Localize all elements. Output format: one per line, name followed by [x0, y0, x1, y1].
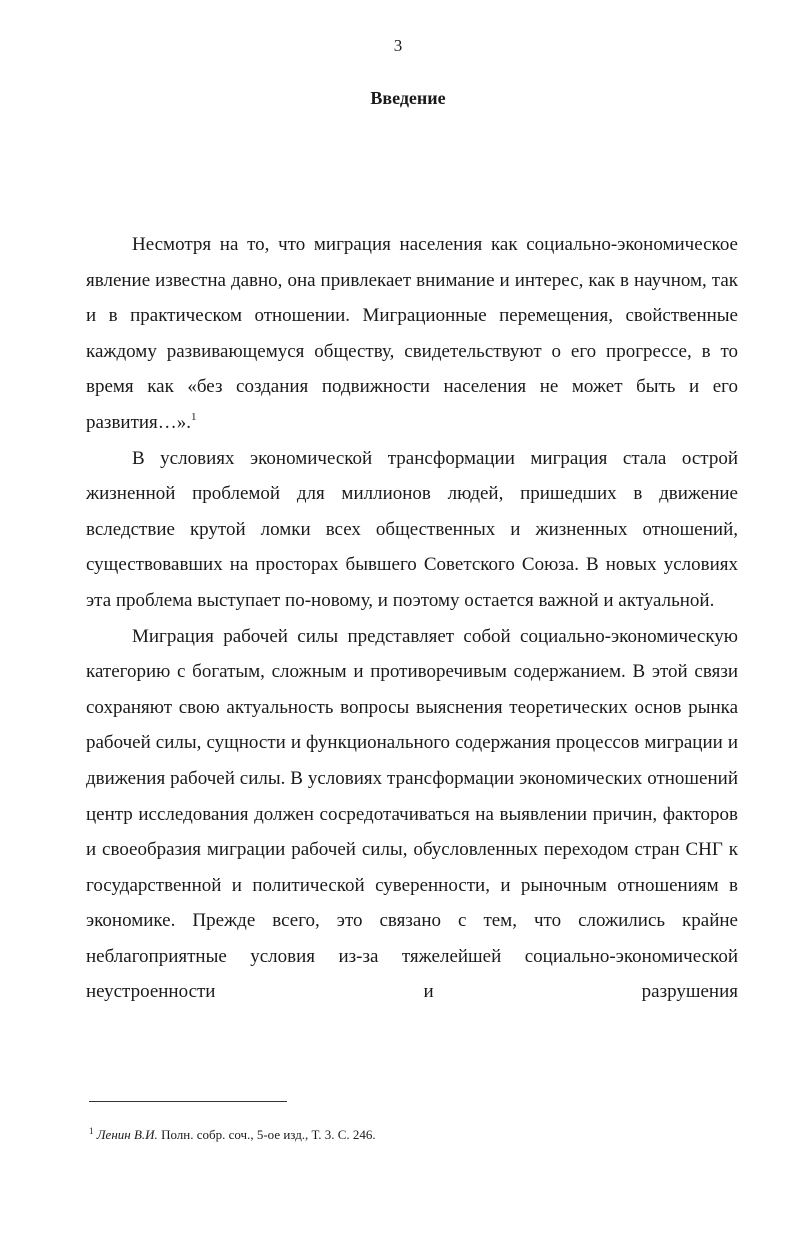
paragraph-1	[86, 227, 738, 441]
footnote-author: Ленин В.И.	[96, 1127, 158, 1142]
footnote	[89, 1126, 739, 1144]
footnote-text: Полн. собр. соч., 5-ое изд., Т. 3. С. 246.	[157, 1127, 376, 1142]
footnote-separator	[89, 1101, 287, 1102]
footnote-marker: 1	[89, 1126, 94, 1136]
paragraph-3: Миграция рабочей силы представляет собой социально-экономическую категорию с богатым, сложным и противоречивым содержанием. В этой связи сохраняют свою актуальность вопросы выяснения теоретических основ рынка рабочей силы, сущности и функционального содержания процессов миграции и движения рабочей силы. В условиях трансформации экономических отношений центр исследования должен сосредотачиваться на выявлении причин, факторов и своеобразия миграции рабочей силы, обусловленных переходом стран СНГ к государственной и политической суверенности, и рыночным отношениям в экономике. Прежде всего, это связано с тем, что сложились крайне неблагоприятные условия из-за тяжелейшей социально-экономической неустроенности и разрушения	[86, 625, 738, 1003]
footnote-reference: 1	[191, 410, 197, 423]
page-number: 3	[393, 36, 403, 55]
paragraph-1-text: Несмотря на то, что миграция населения как социально-экономическое явление известна давно, она привлекает внимание и интерес, как в научном, так и в практическом отношении. Миграционные перемещения, свойственные каждому развивающемуся обществу, свидетельствуют о его прогрессе, в то время как «без создания подвижности населения не может быть и его развития…».	[86, 234, 738, 433]
paragraph-2: В условиях экономической трансформации миграция стала острой жизненной проблемой для миллионов людей, пришедших в движение вследствие крутой ломки всех общественных и жизненных отношений, существовавших на просторах бывшего Советского Союза. В новых условиях эта проблема выступает по-новому, и поэтому остается важной и актуальной.	[86, 447, 738, 611]
section-heading: Введение	[370, 88, 446, 108]
body-text	[86, 227, 738, 1010]
